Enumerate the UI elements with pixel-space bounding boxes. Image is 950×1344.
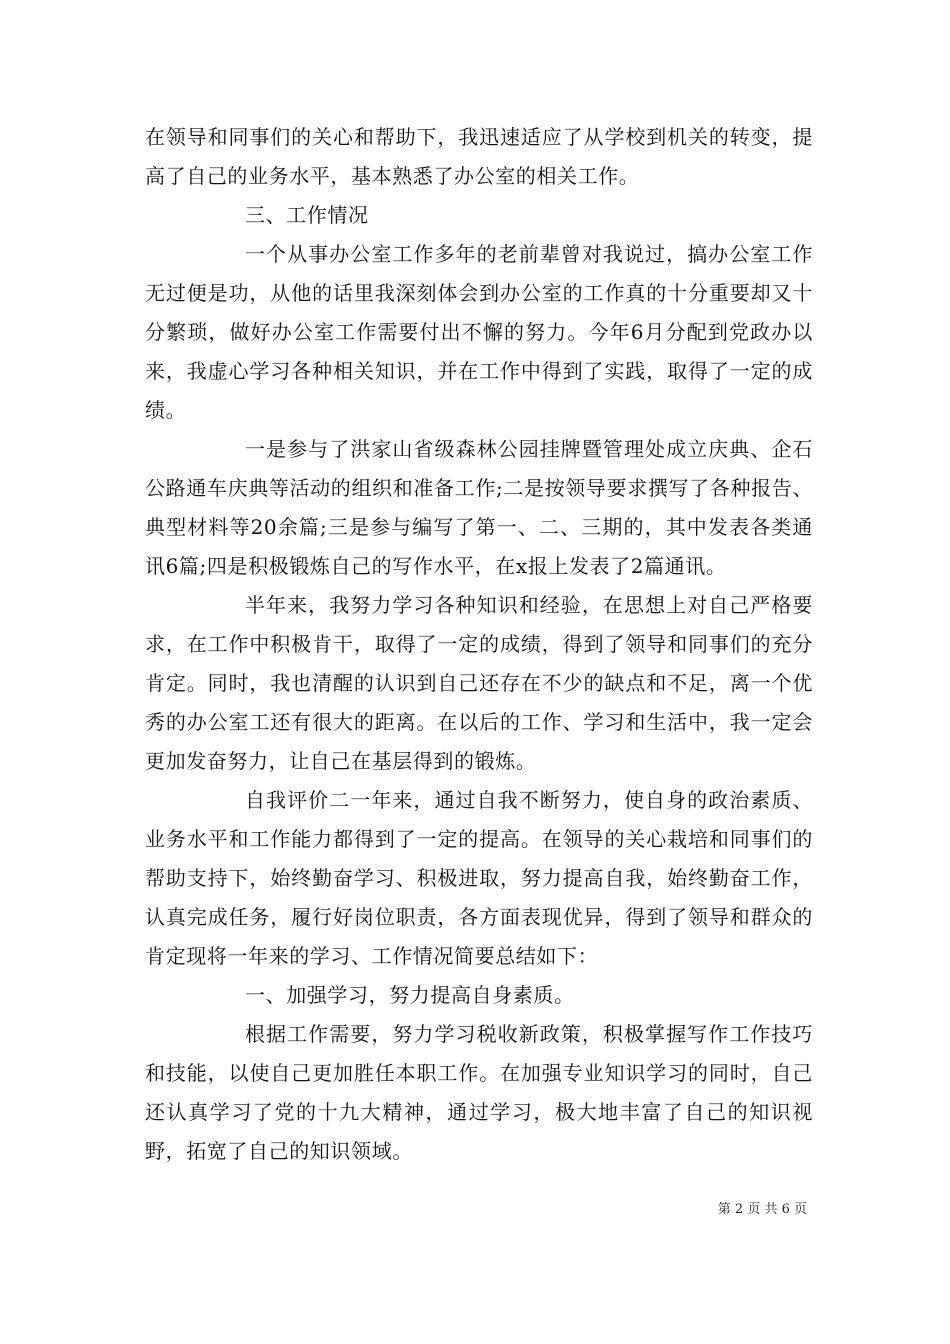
page-number-footer: 第 2 页 共 6 页 <box>717 1202 807 1217</box>
paragraph-office-work: 一个从事办公室工作多年的老前辈曾对我说过，搞办公室工作无过便是功，从他的话里我深刻体会到办公室的工作真的十分重要却又十分繁琐，做好办公室工作需要付出不懈的努力。今年6月分配到党政办以来，我虚心学习各种相关知识，并在工作中得到了实践，取得了一定的成绩。 <box>145 242 813 422</box>
section-heading-strengthen-study: 一、加强学习，努力提高自身素质。 <box>245 983 575 1007</box>
section-heading-work-situation: 三、工作情况 <box>245 203 369 227</box>
paragraph-study-details: 根据工作需要，努力学习税收新政策，积极掌握写作工作技巧和技能，以使自己更加胜任本职工作。在加强专业知识学习的同时，自己还认真学习了党的十九大精神，通过学习，极大地丰富了自己的知识视野，拓宽了自己的知识领域。 <box>145 1022 813 1163</box>
paragraph-transition: 在领导和同事们的关心和帮助下，我迅速适应了从学校到机关的转变，提高了自己的业务水平，基本熟悉了办公室的相关工作。 <box>145 125 813 188</box>
paragraph-achievements: 一是参与了洪家山省级森林公园挂牌暨管理处成立庆典、企石公路通车庆典等活动的组织和准备工作;二是按领导要求撰写了各种报告、典型材料等20余篇;三是参与编写了第一、二、三期的，其中发表各类通讯6篇;四是积极锻炼自己的写作水平，在x报上发表了2篇通讯。 <box>145 437 813 578</box>
paragraph-half-year-summary: 半年来，我努力学习各种知识和经验，在思想上对自己严格要求，在工作中积极肯干，取得了一定的成绩，得到了领导和同事们的充分肯定。同时，我也清醒的认识到自己还存在不少的缺点和不足，离一个优秀的办公室工还有很大的距离。在以后的工作、学习和生活中，我一定会更加发奋努力，让自己在基层得到的锻炼。 <box>145 593 813 773</box>
document-body <box>145 118 813 1171</box>
paragraph-self-evaluation: 自我评价二一年来，通过自我不断努力，使自身的政治素质、业务水平和工作能力都得到了一定的提高。在领导的关心栽培和同事们的帮助支持下，始终勤奋学习、积极进取，努力提高自我，始终勤奋工作，认真完成任务，履行好岗位职责，各方面表现优异，得到了领导和群众的肯定现将一年来的学习、工作情况简要总结如下： <box>145 788 813 968</box>
